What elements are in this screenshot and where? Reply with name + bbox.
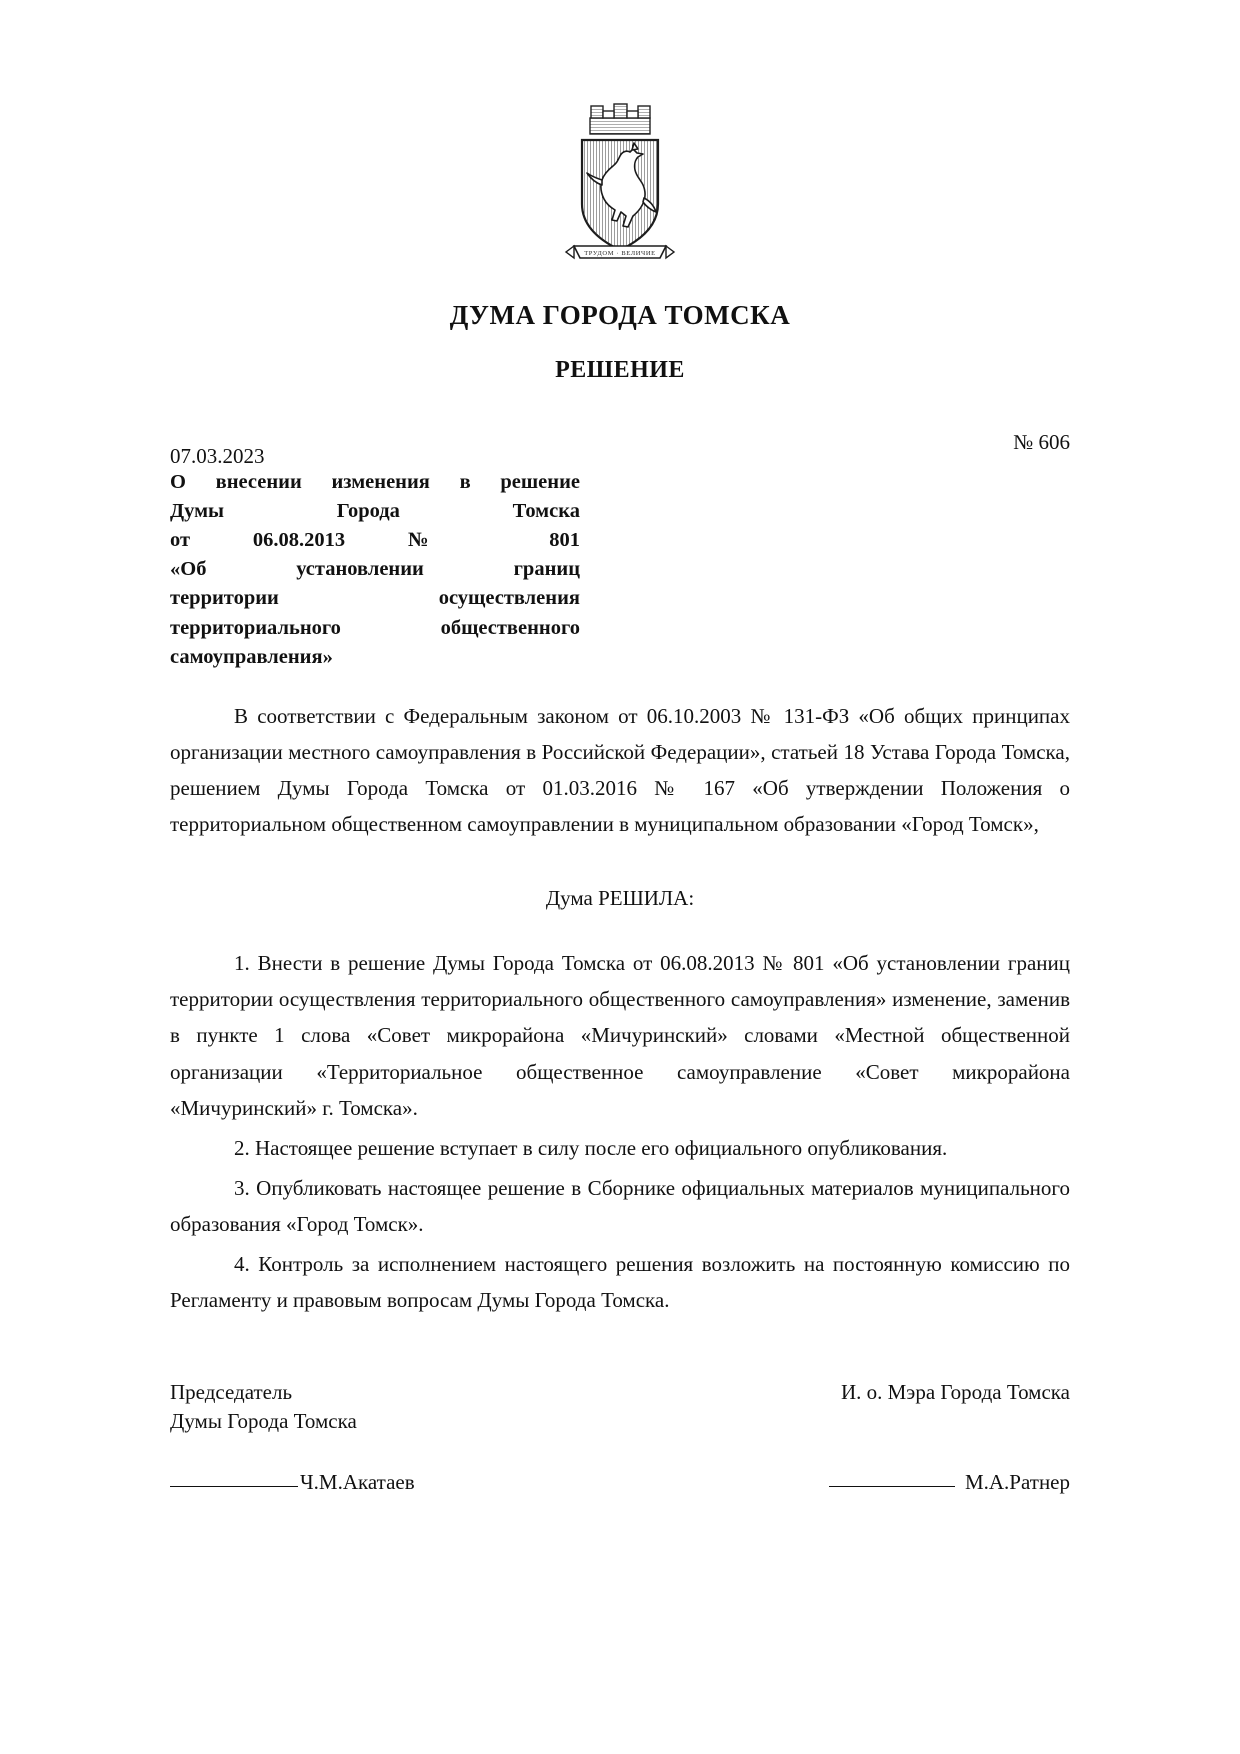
resolution-item-3: 3. Опубликовать настоящее решение в Сборнике официальных материалов муниципального образования «Город Томск». (170, 1175, 1070, 1236)
subject-line: от 06.08.2013 № 801 (170, 529, 580, 552)
document-subject (170, 468, 580, 672)
signatory-left-title-line1: Председатель (170, 1380, 293, 1405)
signatory-left-title-line2: Думы Города Томска (170, 1408, 357, 1433)
signature-line-left (170, 1486, 298, 1487)
preamble-paragraph: В соответствии с Федеральным законом от 06.10.2003 № 131-ФЗ «Об общих принципах организации местного самоуправления в Российской Федерации», статьей 18 Устава Города Томска, решением Думы Города Томска от 01.03.2016 № 167 «Об утверждении Положения о территориальном общественном самоуправлении в муниципальном образовании «Город Томск», (170, 703, 1070, 837)
page-title: ДУМА ГОРОДА ТОМСКА (449, 300, 791, 330)
resolution-item-2: 2. Настоящее решение вступает в силу после его официального опубликования. (234, 1135, 948, 1160)
signatory-left-name-row (170, 1470, 415, 1495)
signature-line-right (829, 1486, 955, 1487)
signature-block (170, 1378, 1070, 1528)
signatory-right-title: И. о. Мэра Города Томска (840, 1380, 1070, 1405)
document-meta-row (170, 430, 1070, 468)
signatory-left-title (170, 1378, 357, 1435)
svg-text:ТРУДОМ · ВЕЛИЧИЕ: ТРУДОМ · ВЕЛИЧИЕ (584, 250, 656, 257)
resolution-item-1: 1. Внести в решение Думы Города Томска от 06.08.2013 № 801 «Об установлении границ территории осуществления территориального общественного самоуправления» изменение, заменив в пункте 1 слова «Совет микрорайона «Мичуринский» словами «Местной общественной организации «Территориальное общественное самоуправление «Совет микрорайона «Мичуринский» г. Томска». (170, 951, 1070, 1120)
document-type-heading: РЕШЕНИЕ (555, 357, 685, 383)
tomsk-coat-of-arms-icon (560, 100, 680, 272)
emblem-container (170, 0, 1070, 272)
document-number: № 606 (1013, 430, 1070, 454)
subject-line: территориального общественного (170, 616, 580, 639)
subject-line: Думы Города Томска (170, 500, 580, 523)
subject-line: О внесении изменения в решение (170, 471, 580, 493)
signatory-right-name-row (829, 1470, 1070, 1495)
subject-line: самоуправления» (170, 645, 333, 668)
signatory-left-name: Ч.М.Акатаев (300, 1470, 415, 1495)
resolution-item-4: 4. Контроль за исполнением настоящего решения возложить на постоянную комиссию по Регламенту и правовым вопросам Думы Города Томска. (170, 1252, 1070, 1313)
subject-line: «Об установлении границ (170, 558, 580, 581)
subject-line: территории осуществления (170, 587, 580, 610)
document-date: 07.03.2023 (170, 444, 265, 468)
signatory-right-name: М.А.Ратнер (964, 1470, 1070, 1495)
resolution-line: Дума РЕШИЛА: (545, 886, 695, 911)
